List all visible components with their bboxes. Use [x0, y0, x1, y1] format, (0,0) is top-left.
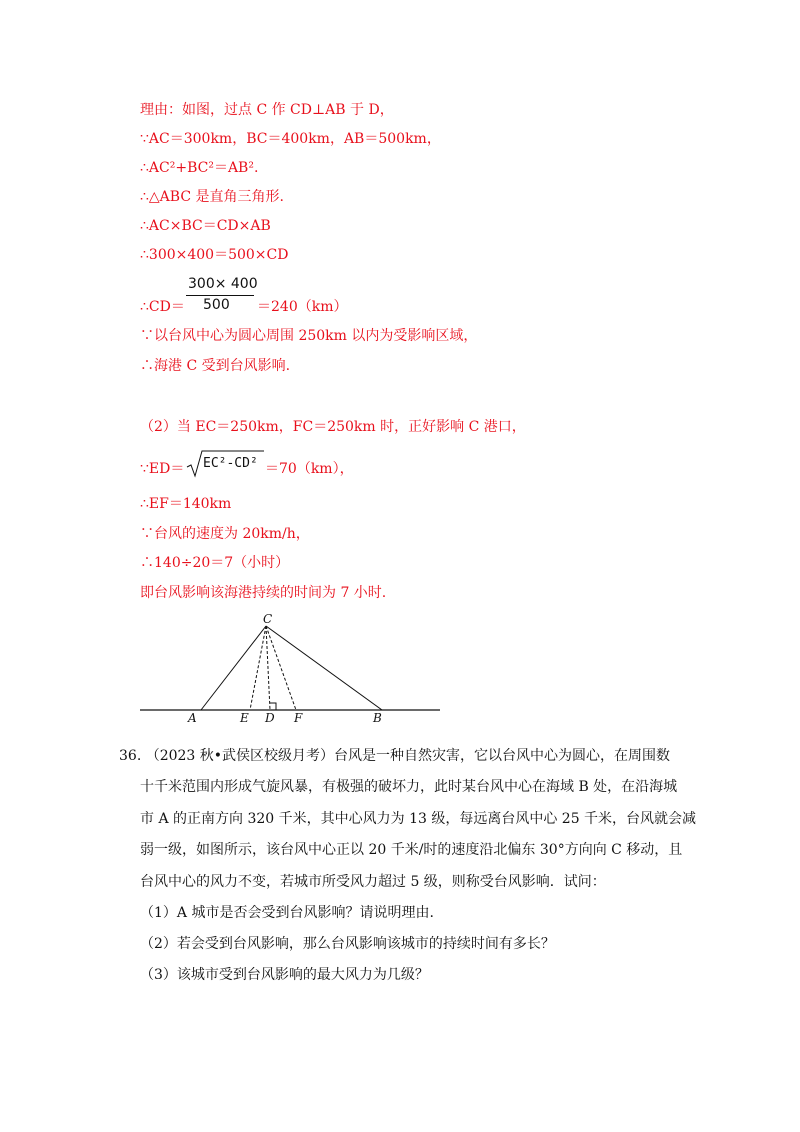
segment-cf [266, 626, 296, 710]
solution-line-10: （2）当 EC＝250km，FC＝250km 时，正好影响 C 港口， [140, 419, 526, 435]
problem-subquestion-3: （3）该城市受到台风影响的最大风力为几级？ [140, 967, 429, 983]
problem-subquestion-2: （2）若会受到台风影响，那么台风影响该城市的持续时间有多长？ [140, 936, 555, 952]
label-e: E [240, 711, 249, 725]
segment-cd [266, 626, 270, 710]
solution-line-cd-result: ＝240（km） [257, 299, 348, 315]
solution-line-1: 理由：如图，过点 C 作 CD⊥AB 于 D， [140, 102, 394, 118]
label-d: D [265, 711, 275, 725]
label-f: F [294, 711, 303, 725]
solution-line-2: ∵AC＝300km，BC＝400km，AB＝500km， [140, 131, 441, 147]
fraction-numerator: 300× 400 [188, 276, 258, 292]
solution-line-9: ∴海港 C 受到台风影响. [140, 358, 291, 374]
solution-line-13: ∵台风的速度为 20km/h， [140, 526, 310, 542]
problem-line-1: 36. （2023 秋•武侯区校级月考）台风是一种自然灾害，它以台风中心为圆心，在周围数 [119, 748, 671, 764]
problem-subquestion-1: （1）A 城市是否会受到台风影响？请说明理由. [140, 905, 434, 921]
problem-line-5: 台风中心的风力不变，若城市所受风力超过 5 级，则称受台风影响．试问： [140, 874, 606, 890]
solution-line-cd-prefix: ∴CD＝ [140, 299, 185, 315]
sqrt-expression: EC²-CD² [203, 456, 258, 471]
solution-line-8: ∵以台风中心为圆心周围 250km 以内为受影响区域， [140, 328, 478, 344]
solution-line-ed-result: ＝70（km）， [265, 461, 354, 477]
solution-line-14: ∴140÷20＝7（小时） [140, 555, 290, 571]
solution-line-5: ∴AC×BC＝CD×AB [140, 218, 271, 234]
right-angle-mark [270, 703, 276, 710]
segment-ce [250, 626, 266, 710]
solution-line-3: ∴AC²+BC²＝AB². [140, 160, 259, 176]
segment-ca [201, 626, 266, 710]
problem-line-3: 市 A 的正南方向 320 千米，其中心风力为 13 级，每远离台风中心 25 千米，台风就会减 [140, 811, 697, 827]
solution-line-12: ∴EF＝140km [140, 496, 232, 512]
solution-line-ed-prefix: ∵ED＝ [140, 461, 185, 477]
segment-cb [266, 626, 382, 710]
problem-line-4: 弱一级，如图所示，该台风中心正以 20 千米/时的速度沿北偏东 30°方向向 C 移动，且 [140, 842, 683, 858]
solution-line-15: 即台风影响该海港持续的时间为 7 小时. [140, 585, 387, 601]
fraction-bar [186, 295, 254, 296]
solution-line-6: ∴300×400＝500×CD [140, 247, 289, 263]
fraction-denominator: 500 [203, 297, 230, 313]
label-b: B [373, 711, 382, 725]
solution-line-4: ∴△ABC 是直角三角形. [140, 189, 284, 205]
label-c: C [263, 612, 273, 626]
geometry-figure [135, 606, 445, 726]
label-a: A [188, 711, 197, 725]
problem-line-2: 十千米范围内形成气旋风暴，有极强的破坏力，此时某台风中心在海域 B 处，在沿海城 [140, 779, 678, 795]
